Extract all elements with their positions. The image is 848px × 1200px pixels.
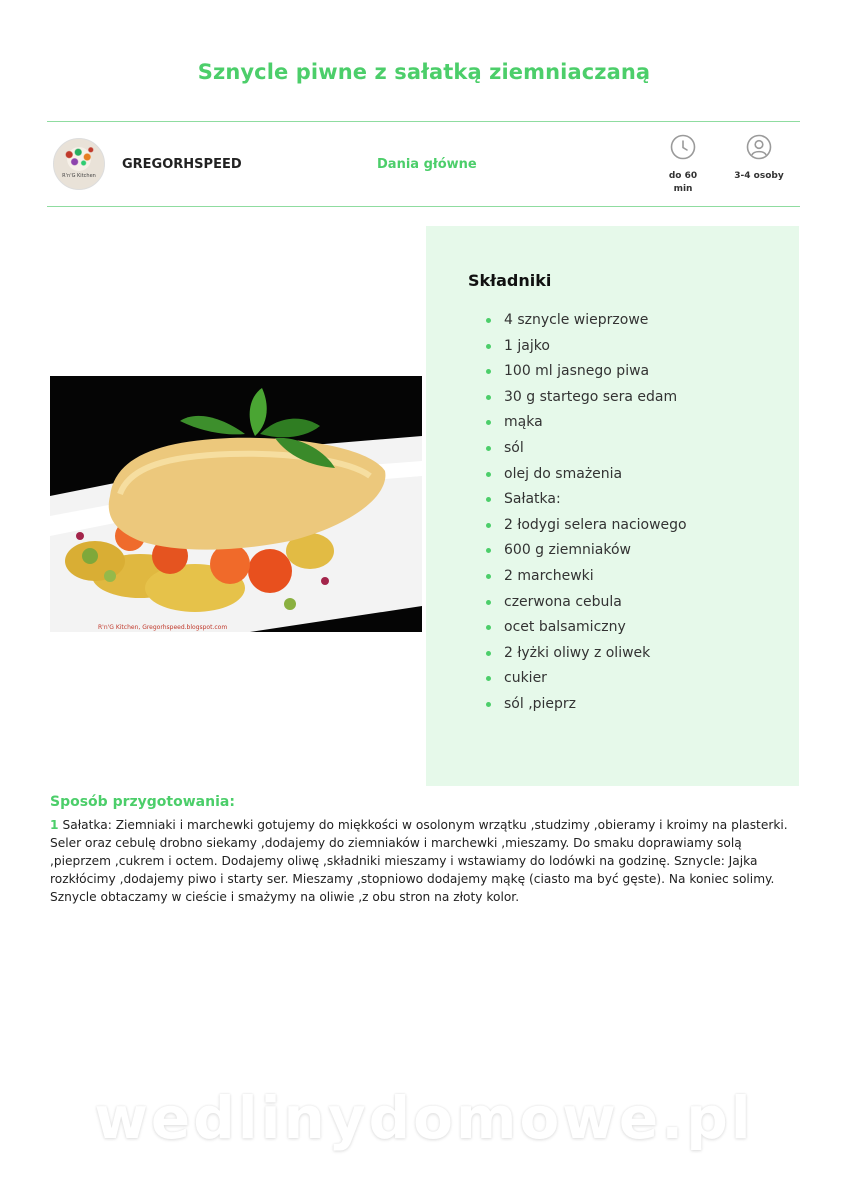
watermark: wedlinydomowe.pl (94, 1084, 754, 1152)
list-item: Sałatka: (504, 489, 687, 515)
bullet-icon (486, 344, 491, 349)
bullet-icon (486, 446, 491, 451)
list-item: olej do smażenia (504, 464, 687, 490)
list-item: 2 łodygi selera naciowego (504, 515, 687, 541)
prep-time-label: do 60 min (668, 171, 698, 194)
list-item: 100 ml jasnego piwa (504, 361, 687, 387)
list-item: sól (504, 438, 687, 464)
author-name[interactable]: GREGORHSPEED (122, 157, 242, 172)
servings-label: 3-4 osoby (734, 171, 784, 181)
recipe-title: Sznycle piwne z sałatką ziemniaczaną (197, 60, 651, 84)
list-item: mąka (504, 412, 687, 438)
avatar-logo-text: R'n'G Kitchen (62, 173, 96, 179)
bullet-icon (486, 395, 491, 400)
step-number: 1 (50, 818, 59, 832)
list-item: czerwona cebula (504, 592, 687, 618)
avatar-logo-graphic (62, 145, 98, 169)
author-avatar[interactable] (53, 138, 105, 190)
recipe-meta-bar (47, 121, 800, 207)
list-item: 1 jajko (504, 336, 687, 362)
recipe-category[interactable]: Dania główne (377, 157, 477, 172)
bullet-icon (486, 600, 491, 605)
list-item: 2 łyżki oliwy z oliwek (504, 643, 687, 669)
list-item: 2 marchewki (504, 566, 687, 592)
step-text: Sałatka: Ziemniaki i marchewki gotujemy do miękkości w osolonym wrzątku ,studzimy ,obieramy i kroimy na plasterki. Seler oraz cebulę drobno siekamy ,dodajemy do ziemniaków i marchewki ,mieszamy. Do smaku doprawiamy solą ,pieprzem ,cukrem i octem. Dodajemy oliwę ,składniki mieszamy i wstawiamy do lodówki na godzinę. Sznycle: Jajka rozkłócimy ,dodajemy piwo i starty ser. Mieszamy ,stopniowo dodajemy mąkę (ciasto ma być gęste). Na koniec solimy. Sznycle obtaczamy w cieście i smażymy na oliwie ,z obu stron na złoty kolor. (50, 818, 788, 904)
preparation-title: Sposób przygotowania: (50, 794, 235, 810)
prep-time (659, 134, 707, 196)
bullet-icon (486, 548, 491, 553)
list-item: ocet balsamiczny (504, 617, 687, 643)
ingredients-panel (426, 226, 799, 786)
list-item: cukier (504, 668, 687, 694)
servings (729, 134, 789, 183)
preparation-step (50, 816, 798, 906)
bullet-icon (486, 497, 491, 502)
bullet-icon (486, 625, 491, 630)
bullet-icon (486, 369, 491, 374)
ingredients-title: Składniki (468, 271, 552, 290)
bullet-icon (486, 523, 491, 528)
list-item: 4 sznycle wieprzowe (504, 310, 687, 336)
list-item: 600 g ziemniaków (504, 540, 687, 566)
dish-photo (50, 376, 422, 632)
bullet-icon (486, 420, 491, 425)
bullet-icon (486, 651, 491, 656)
bullet-icon (486, 676, 491, 681)
person-icon (746, 134, 772, 160)
bullet-icon (486, 472, 491, 477)
list-item: 30 g startego sera edam (504, 387, 687, 413)
bullet-icon (486, 318, 491, 323)
bullet-icon (486, 702, 491, 707)
bullet-icon (486, 574, 491, 579)
photo-caption: R'n'G Kitchen, Gregorhspeed.blogspot.com (98, 624, 228, 631)
list-item: sól ,pieprz (504, 694, 687, 720)
clock-icon (670, 134, 696, 160)
ingredients-list (504, 310, 687, 720)
